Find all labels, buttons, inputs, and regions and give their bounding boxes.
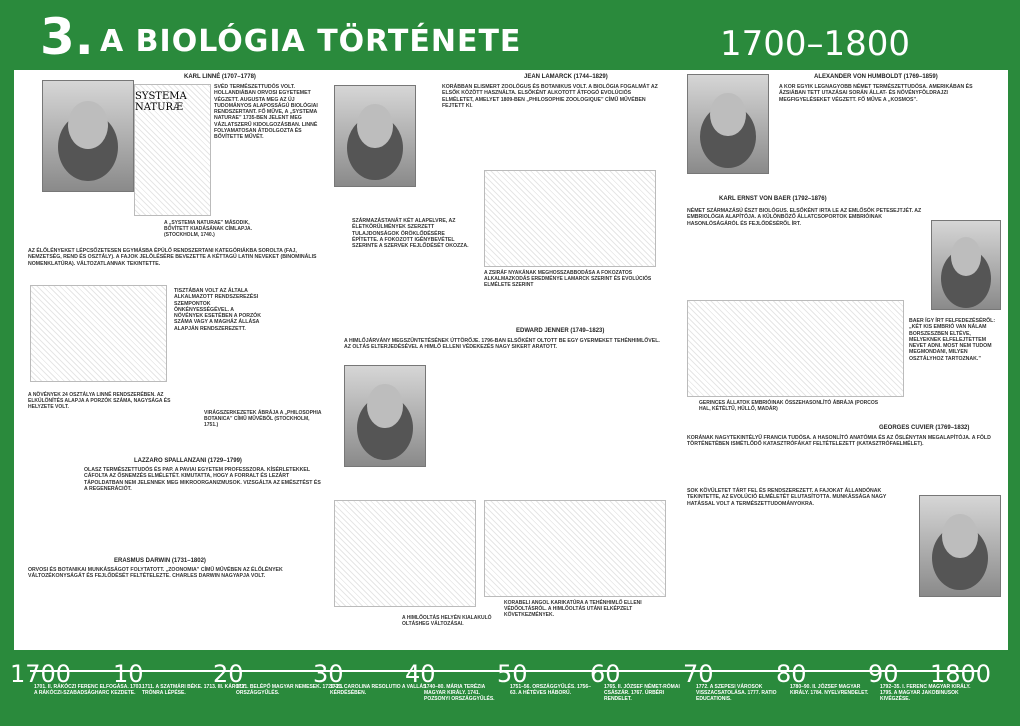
cowpox-caption: KORABELI ANGOL KARIKATÚRA A TEHÉNHIMLŐ ELLENI VÉDŐOLTÁSRÓL. A HIMLŐOLTÁS UTÁNI ELKÉPZELT KÖVETKEZMÉNYEK. — [504, 600, 642, 618]
period-years: 1700–1800 — [719, 24, 910, 64]
linne-name: KARL LINNÉ (1707–1778) — [184, 74, 256, 80]
baer-text: NÉMET SZÁRMAZÁSÚ ÉSZT BIOLÓGUS. ELSŐKÉNT IRTA LE AZ EMLŐSÖK PETESEJTJÉT. AZ EMBRIOLÓGIA ALAPÍTÓJA. A KÜLÖNBÖZŐ ÁLLATCSOPORTOK EMBRIÓINAK HASONLÓSÁGÁRÓL ÉS FEJLŐDÉSÉRŐL ÍRT. — [687, 208, 922, 227]
tick-40: 40 — [405, 660, 436, 688]
cuvier-portrait — [919, 495, 1001, 597]
chapter-title: A BIOLÓGIA TÖRTÉNETE — [100, 24, 522, 59]
tick-90: 90 — [868, 660, 899, 688]
lamarck-text: KORÁBBAN ELISMERT ZOOLÓGUS ÉS BOTANIKUS VOLT. A BIOLÓGIA FOGALMÁT AZ ELSŐK KÖZÖTT HASZNÁLTA. ELSŐKÉNT ALKOTOTT ÁTFOGÓ EVOLÚCIÓS ELMÉLETET, AMELYET 1809-BEN „PHILOSOPHIE ZOOLOGIQUE” CÍMŰ MŰVÉBEN FEJTETT KI. — [442, 84, 658, 109]
humboldt-name: ALEXANDER VON HUMBOLDT (1769–1859) — [814, 74, 938, 80]
linne-portrait — [42, 80, 134, 192]
column-right — [679, 70, 1008, 650]
spallanzani-name: LAZZARO SPALLANZANI (1729–1799) — [134, 458, 242, 464]
column-left — [14, 70, 334, 650]
baer-name: KARL ERNST VON BAER (1792–1876) — [719, 196, 827, 202]
baer-quote: BAER ÍGY ÍRT FELFEDEZÉSÉRŐL: „KÉT KIS EMBRIÓ VAN NÁLAM BORSZESZBEN ELTÉVE, MELYEKNEK ELFELEJTETTEM NEVET ADNI. MOST NEM TUDOM MEGMONDANI, MILYEN OSZTÁLYHOZ TARTOZNAK.” — [909, 318, 996, 362]
linne-flowers-text: TISZTÁBAN VOLT AZ ÁLTALA ALKALMAZOTT RENDSZEREZÉSI SZEMPONTOK ÖNKÉNYESSÉGÉVEL. A NÖVÉNYEK ESETÉBEN A PORZÓK SZÁMA VAGY A MAGHÁZ ÁLLÁSA ALAPJÁN RENDSZEREZETT. — [174, 288, 261, 332]
vaccination-hands — [334, 500, 476, 607]
lamarck-portrait — [334, 85, 416, 187]
timeline-entry: 1780–90. II. JÓZSEF MAGYAR KIRÁLY. 1784. NYELVRENDELET. — [790, 684, 869, 697]
cuvier-text-2: SOK KÖVÜLETET TÁRT FEL ÉS RENDSZEREZETT. A FAJOKAT ÁLLANDÓNAK TEKINTETTE, AZ EVOLÚCIÓ ELMÉLETÉT ELUTASÍTOTTA. MUNKÁSSÁGA NAGY HATÁSSAL VOLT A TERMÉSZETTUDOMÁNYOKRA. — [687, 488, 887, 507]
lamarck-name: JEAN LAMARCK (1744–1829) — [524, 74, 608, 80]
tick-1800: 1800 — [930, 660, 992, 688]
timeline-entry: 1765. II. JÓZSEF NÉMET-RÓMAI CSÁSZÁR. 1767. ÚRBÉRI RENDELET. — [604, 684, 680, 703]
systema-naturae-book — [134, 84, 211, 216]
darwin-name: ERASMUS DARWIN (1731–1802) — [114, 558, 206, 564]
giraffe-illustration — [484, 170, 656, 267]
cuvier-text: KORÁNAK NAGYTEKINTÉLYŰ FRANCIA TUDÓSA. A HASONLÍTÓ ANATÓMIA ÉS AZ ŐSLÉNYTAN MEGALAPÍTÓJA. A FÖLD TÖRTÉNETÉBEN ISMÉTLŐDŐ KATASZTRÓFÁKAT FELTÉTELEZETT (KATASZTRÓFAELMÉLET). — [687, 435, 991, 448]
humboldt-portrait — [687, 74, 769, 174]
linne-long-text: AZ ÉLŐLÉNYEKET LÉPCSŐZETESEN EGYMÁSBA ÉPÜLŐ RENDSZERTANI KATEGÓRIÁKBA SOROLTA (FAJ, NEMZETSÉG, REND ÉS OSZTÁLY). A FAJOK JELÖLÉSÉRE BEVEZETTE A KÉTTAGÚ LATIN NEVEKET (BINOMINÁLIS NOMENKLATÚRA). VÁLTOZATLANNAK TEKINTETTE. — [28, 248, 317, 267]
timeline-entry: 1751–56. ORSZÁGGYŰLÉS. 1756–63. A HÉTÉVES HÁBORÚ. — [510, 684, 591, 697]
timeline-entry: 1740–80. MÁRIA TERÉZIA MAGYAR KIRÁLY. 1741. POZSONYI ORSZÁGGYŰLÉS. — [424, 684, 495, 703]
tick-10: 10 — [113, 660, 144, 688]
jenner-name: EDWARD JENNER (1749–1823) — [516, 328, 605, 334]
chapter-number: 3. — [40, 8, 94, 66]
timeline-entry: 1721. BELÉPŐ MAGYAR NEMESEK. 1722–23. ORSZÁGGYŰLÉS. — [236, 684, 344, 697]
tick-20: 20 — [213, 660, 244, 688]
baer-portrait — [931, 220, 1001, 310]
book-caption: A „SYSTEMA NATURAE” MÁSODIK, BŐVÍTETT KIADÁSÁNAK CÍMLAPJA. (STOCKHOLM, 1740.) — [164, 220, 253, 238]
linne-flower-classes — [30, 285, 167, 382]
timeline-entry: 1772. A SZEPESI VÁROSOK VISSZACSATOLÁSA. 1777. RATIO EDUCATIONIS. — [696, 684, 777, 703]
timeline — [0, 650, 1020, 726]
vaccination-caption: A HIMLŐOLTÁS HELYÉN KIALAKULÓ OLTÁSHEG VÁLTOZÁSAI. — [402, 615, 492, 627]
content-panel — [14, 70, 1008, 650]
darwin-text: ORVOSI ÉS BOTANIKAI MUNKÁSSÁGOT FOLYTATOTT. „ZOONOMIA” CÍMŰ MŰVÉBEN AZ ÉLŐLÉNYEK VÁLTOZÉKONYSÁGÁT ÉS FEJLŐDÉSÉT FELTÉTELEZTE. CHARLES DARWIN NAGYAPJA VOLT. — [28, 567, 283, 580]
tick-30: 30 — [313, 660, 344, 688]
tick-80: 80 — [776, 660, 807, 688]
tick-1700: 1700 — [10, 660, 72, 688]
header — [0, 0, 1020, 70]
jenner-text: A HIMLŐJÁRVÁNY MEGSZŰNTETÉSÉNEK ÚTTÖRŐJE. 1796-BAN ELSŐKÉNT OLTOTT BE EGY GYERMEKET TEHÉNHIMLŐVEL. AZ OLTÁS ELTERJEDÉSÉVEL A HIMLŐ ELLENI VÉDEKEZÉS NAGY SIKERT ARATOTT. — [344, 338, 660, 351]
embryo-comparison — [687, 300, 904, 397]
timeline-entry: 1711. A SZATMÁRI BÉKE. 1713. III. KÁROLY TRÓNRA LÉPÉSE. — [142, 684, 246, 697]
spallanzani-text: OLASZ TERMÉSZETTUDÓS ÉS PAP. A PAVIAI EGYETEM PROFESSZORA. KÍSÉRLETEKKEL CÁFOLTA AZ ŐSNEMZÉS ELMÉLETÉT. KIMUTATTA, HOGY A FORRALT ÉS LEZÁRT TÁPOLDATBAN NEM JELENNEK MEG MIKROORGANIZMUSOK. VIZSGÁLTA AZ EMÉSZTÉST ÉS A REGENERÁCIÓT. — [84, 467, 321, 492]
tick-60: 60 — [590, 660, 621, 688]
book-title: SYSTEMA NATURÆ — [135, 91, 187, 113]
embryo-caption: GERINCES ÁLLATOK EMBRIÓINAK ÖSSZEHASONLÍTÓ ÁBRÁJA (PORCOS HAL, KÉTÉLTŰ, HÜLLŐ, MADÁR) — [699, 400, 879, 412]
tick-50: 50 — [497, 660, 528, 688]
cuvier-name: GEORGES CUVIER (1769–1832) — [879, 425, 970, 431]
giraffe-caption: A ZSIRÁF NYAKÁNAK MEGHOSSZABBODÁSA A FOKOZATOS ALKALMAZKODÁS EREDMÉNYE LAMARCK SZERINT ÉS EVOLÚCIÓS ELMÉLETE SZERINT — [484, 270, 652, 288]
column-middle — [334, 70, 679, 650]
cowpox-caricature — [484, 500, 666, 597]
flower-structures-caption: VIRÁGSZERKEZETEK ÁBRÁJA A „PHILOSOPHIA BOTANICA” CÍMŰ MŰVÉBŐL (STOCKHOLM, 1751.) — [204, 410, 322, 428]
flower-classes-caption: A NÖVÉNYEK 24 OSZTÁLYA LINNÉ RENDSZERÉBEN. AZ ELKÜLÖNÍTÉS ALAPJA A PORZÓK SZÁMA, NAGYSÁGA ÉS HELYZETE VOLT. — [28, 392, 171, 410]
humboldt-text: A KOR EGYIK LEGNAGYOBB NÉMET TERMÉSZETTUDÓSA. AMERIKÁBAN ÉS ÁZSIÁBAN TETT UTAZÁSAI SORÁN ÁLLAT- ÉS NÖVÉNYFÖLDRAJZI MEGFIGYELÉSEKET VÉGZETT. FŐ MŰVE A „KOSMOS”. — [779, 84, 973, 103]
timeline-entry: 1701. II. RÁKÓCZI FERENC ELFOGÁSA. 1703. A RÁKÓCZI-SZABADSÁGHARC KEZDETE. — [34, 684, 143, 697]
jenner-portrait — [344, 365, 426, 467]
linne-text: SVÉD TERMÉSZETTUDÓS VOLT. HOLLANDIÁBAN ORVOSI EGYETEMET VÉGZETT. AUGUSTA MEG AZ ÚJ TUDOMÁNYOS ALAPOSSÁGÚ BIOLÓGIAI RENDSZERTANT. FŐ MŰVE, A „SYSTEMA NATURAE” 1735-BEN JELENT MEG VÁZLATSZERŰ KIDOLGOZÁSBAN. LINNÉ FOLYAMATOSAN ÁTDOLGOZTA ÉS BŐVÍTETTE MŰVÉT. — [214, 84, 318, 141]
timeline-entry: 1792–35. I. FERENC MAGYAR KIRÁLY. 1795. A MAGYAR JAKOBINUSOK KIVÉGZÉSE. — [880, 684, 971, 703]
tick-70: 70 — [683, 660, 714, 688]
lamarck-side-text: SZÁRMAZÁSTANÁT KÉT ALAPELVRE, AZ ÉLETKÖRÜLMÉNYEK SZERZETT TULAJDONSÁGOK ÖRÖKLŐDÉSÉRE ÉPÍTETTE. A FOKOZOTT IGÉNYBEVÉTEL SZERINTE A SZERVEK FEJLŐDÉSÉT OKOZZA. — [352, 218, 469, 250]
timeline-entry: 1731. CAROLINA RESOLUTIO A VALLÁS KÉRDÉSÉBEN. — [330, 684, 427, 697]
